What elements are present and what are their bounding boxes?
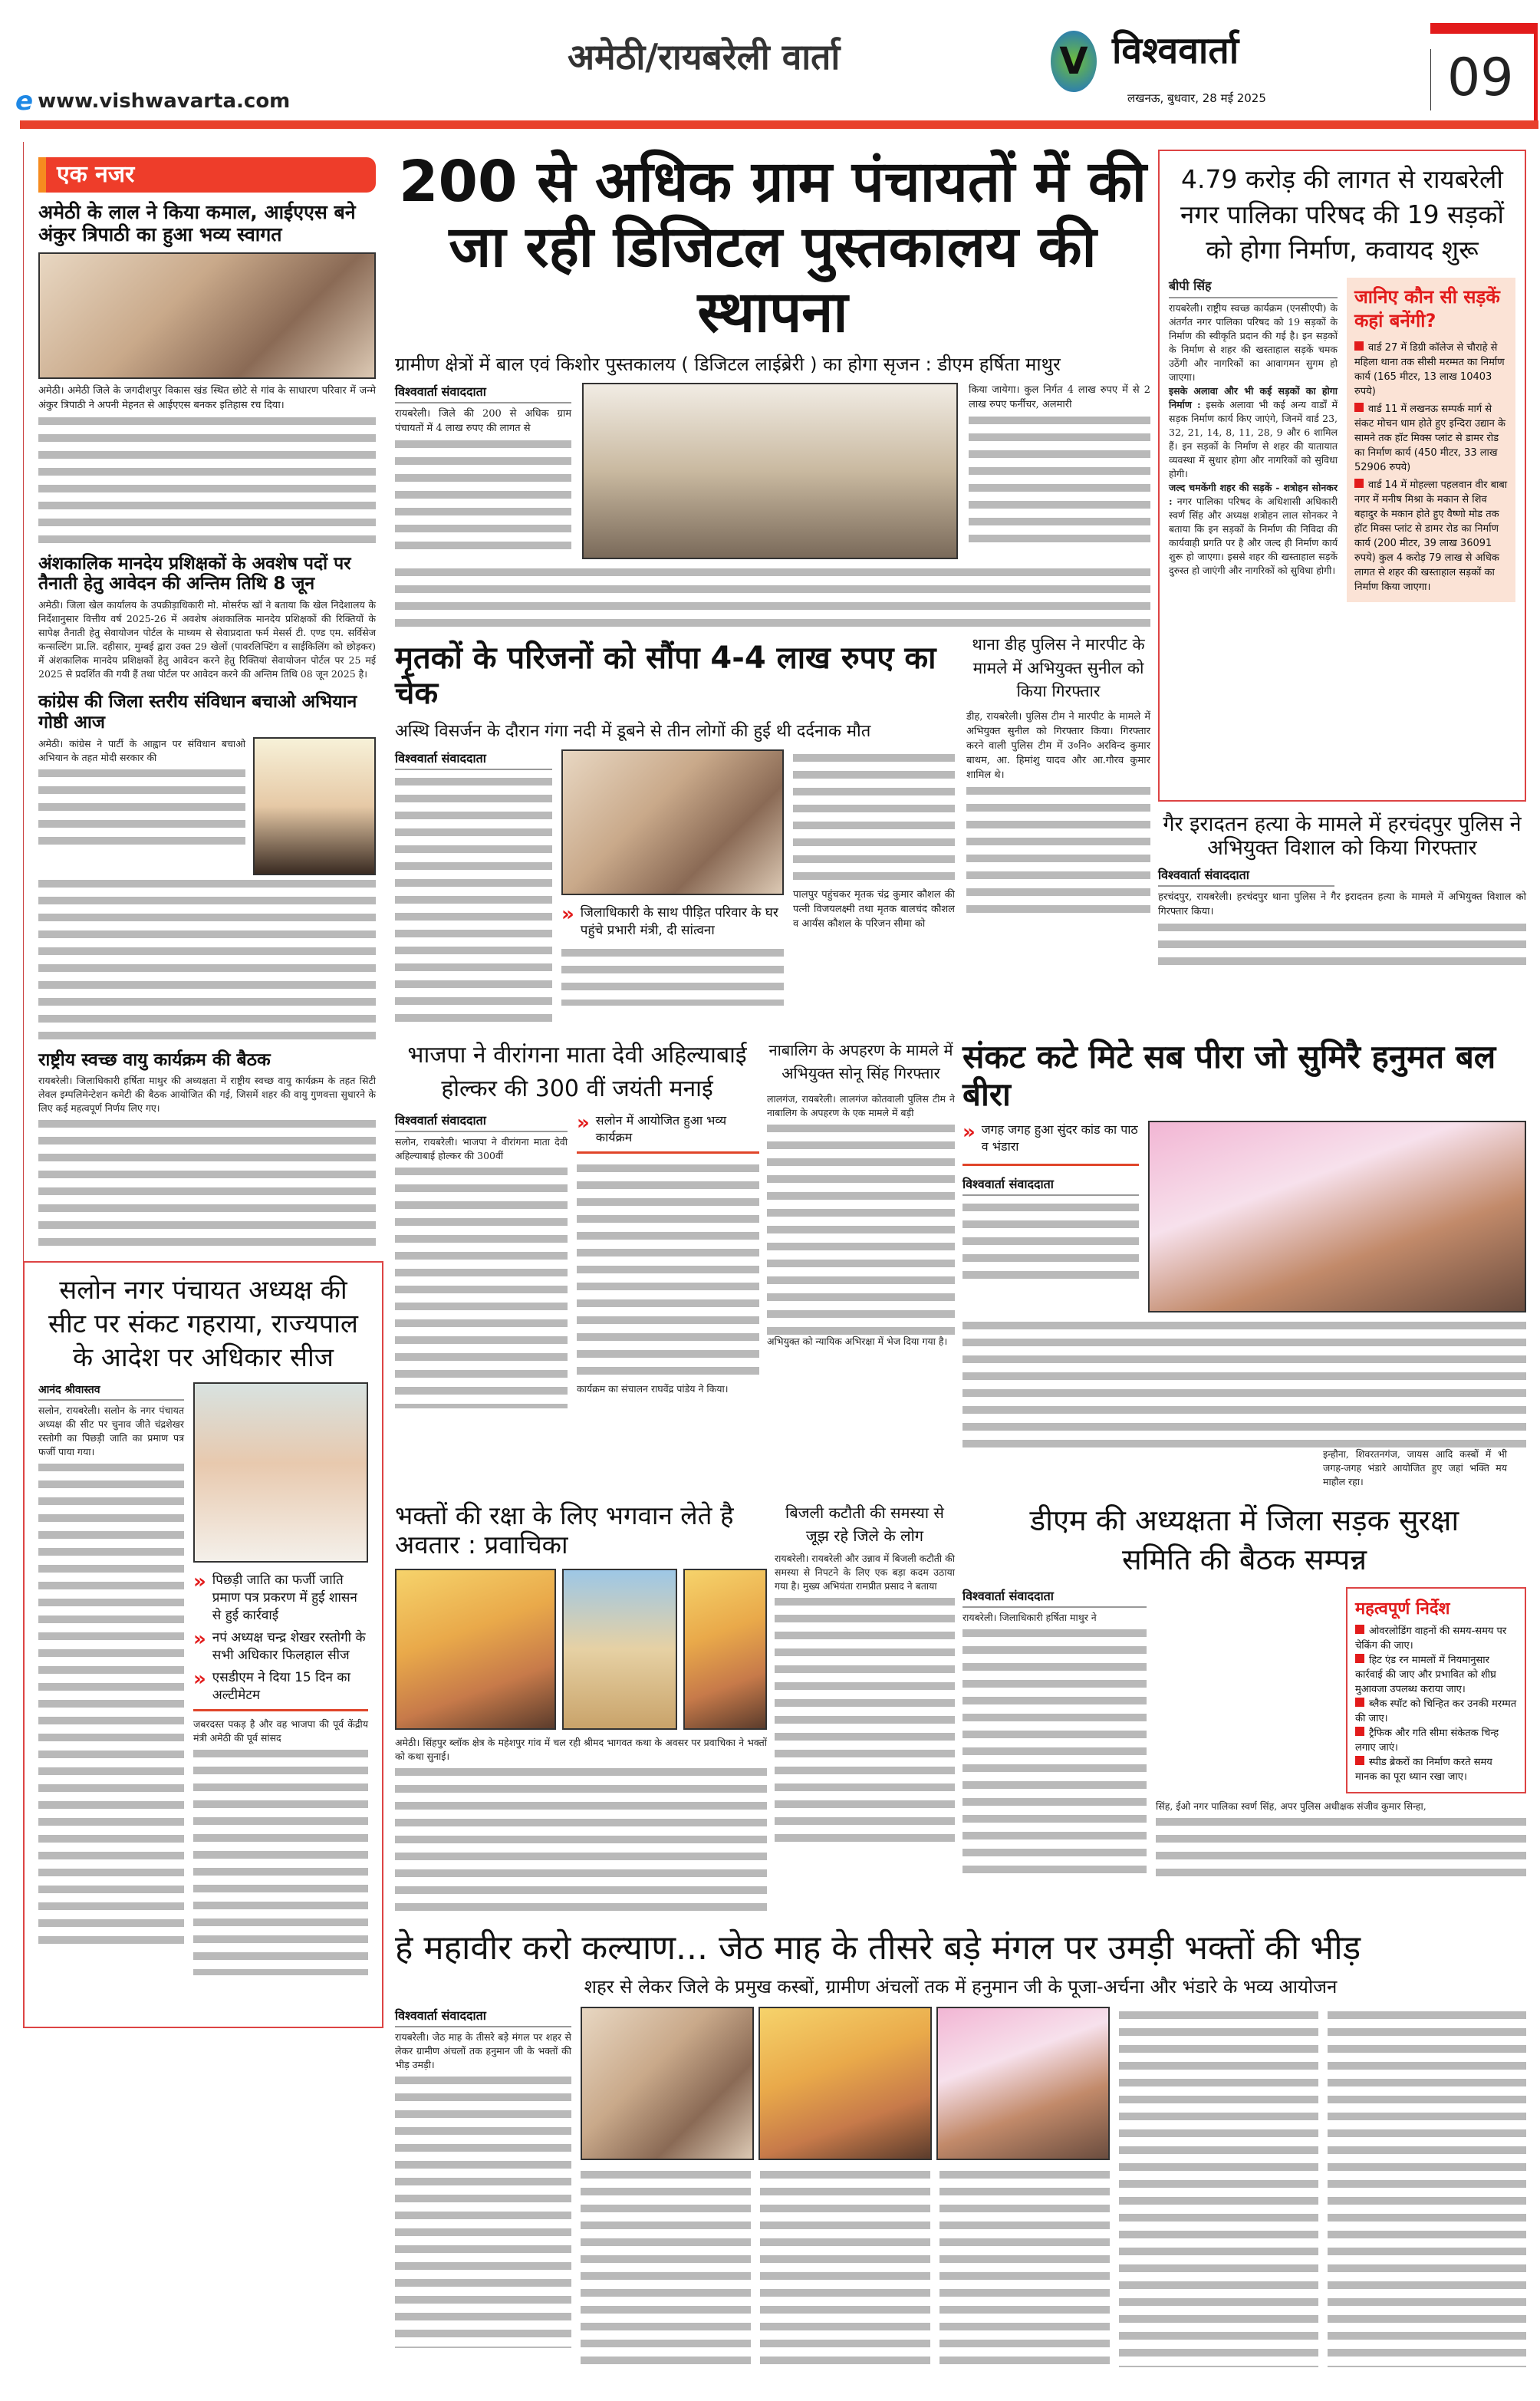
story-body-continued [775,1593,955,1846]
newspaper-logo: विश्ववार्ता [1112,29,1239,72]
byline: विश्ववार्ता संवाददाता [395,383,571,403]
story-body [962,1199,1139,1283]
hanuman-story [962,1039,1526,1489]
bullet-icon [1354,479,1364,488]
directive-item: हिट एंड रन मामलों में नियमानुसार कार्रवाई की जाए और प्रभावित को शीघ्र मुआवजा उपलब्ध कराया जाए। [1355,1655,1496,1696]
story-body-continued [1158,919,1526,973]
photo-caption: » जिलाधिकारी के साथ पीड़ित परिवार के घर पहुंचे प्रभारी मंत्री, दी सांत्वना [561,903,778,939]
browser-e-icon: e [15,86,34,117]
globe-logo-icon: V [1051,31,1097,92]
story-headline: राष्ट्रीय स्वच्छ वायु कार्यक्रम की बैठक [38,1050,271,1071]
story-body: रायबरेली। जेठ माह के तीसरे बड़े मंगल पर शहर से लेकर ग्रामीण अंचलों तक हनुमान जी के भक्तों की भीड़ उमड़ी। [395,2031,571,2071]
story-body-end: इन्हौना, शिवरतनगंज, जायस आदि कस्बों में भी जगह-जगह भंडारे आयोजित हुए जहां भक्ति मय माहौल रहा। [1323,1448,1507,1487]
highlight-item: » पिछड़ी जाति का फर्जी जाति प्रमाण पत्र प्रकरण में हुई शासन से हुई कार्रवाई [193,1570,357,1624]
story-body-continued [395,564,1150,631]
story-body: अमेठी। सिंहपुर ब्लॉक क्षेत्र के महेशपुर गांव में चल रही श्रीमद भागवत कथा के अवसर पर प्रवाचिका ने भक्तों को कथा सुनाई। [395,1736,767,1762]
directive-item: ओवरलोडिंग वाहनों की समय-समय पर चेकिंग की जाए। [1355,1625,1507,1652]
story-body-continued [38,875,376,1044]
road-safety-story [962,1501,1526,1883]
story-body: रायबरेली। जिलाधिकारी हर्षिता माथुर ने [962,1612,1097,1624]
library-meeting-photo [582,383,958,559]
highlight-item: » एसडीएम ने दिया 15 दिन का अल्टीमेटम [193,1668,350,1704]
story-headline: नाबालिग के अपहरण के मामले में अभियुक्त सोनू सिंह गिरफ्तार [768,1041,953,1083]
ek-nazar-column [23,157,376,1246]
masthead [0,0,1540,130]
story-body: किया जायेगा। कुल निर्गत 4 लाख रुपए में से 2 लाख रुपए फर्नीचर, अलमारी [969,384,1150,411]
roads-story-box: 4.79 करोड़ की लागत से रायबरेली नगर पालिका परिषद की 19 सड़कों को होगा निर्माण, कवायद शुरू बीपी सिंह रायबरेली। राष्ट्रीय स्वच्छ कार्यक्रम (एनसीएपी) के अंतर्गत नगर पालिका परिषद को 19 सड़कों के निर्माण की स्वीकृति प्रदान की गई है। इन सड़कों के निर्माण से शहर की खस्ताहाल सड़कें चमक उठेंगी और नागरिकों का आवागमन सुगम हो जाएगा। इसके अलावा और भी कई सड़कों का होगा निर्माण : इसके अलावा भी कई अन्य वार्डों में सड़क निर्माण कार्य किए जाएंगे, जिनमें वार्ड 23, 32, 21, 14, 8, 11, 28, 9 और 6 शामिल हैं। इन सड़कों के निर्माण से शहर की यातायात व्यवस्था में सुधार होगा और नागरिकों को सुविधा होगी। जल्द चमकेंगी शहर की सड़कें - शत्रोहन सोनकर : नगर पालिका परिषद के अधिशासी अधिकारी स्वर्ण सिंह और अध्यक्ष शत्रोहन लाल सोनकर ने बताया कि इन सड़कों के निर्माण की निविदा की कार्यवाही प्रगति पर है और जल्द ही निर्माण कार्य शुरू हो जाएगा। इससे शहर की खस्ताहाल सड़कें दुरुस्त हो जाएंगी और नागरिकों को सुविधा होगी। जानिए कौन सी सड़कें कहां बनेंगी? वार्ड 27 में डिग्री कॉलेज से चौराहे से महिला थाना तक सीसी मरम्मत का निर्माण कार्य (165 मीटर, 13 लाख 10403 रुपये) वार्ड 11 में लखनऊ सम्पर्क मार्ग से संकट मोचन धाम होते हुए इन्दिरा उद्यान के सामने तक हॉट मिक्स प्लांट से डामर रोड का निर्माण कार्य (450 मीटर, 33 लाख 52906 रुपये) वार्ड 14 में मोहल्ला पहलवान वीर बाबा नगर में मनीष मिश्रा के मकान से शिव बहादुर के मकान होते हुए वैष्णो मोड तक हॉट मिक्स प्लांट से डामर रोड का निर्माण कार्य (200 मीटर, 39 लाख 36091 रुपये) कुल 4 करोड़ 79 लाख से अधिक लागत से शहर की खस्ताहाल सड़कों का निर्माण किया जाएगा। [1158,150,1526,802]
chevron-icon: » [577,1112,590,1135]
story-body-continued [561,944,784,1006]
story-body-continued [962,1625,1147,1878]
lead-story [395,150,1150,631]
sidebar-title: जानिए कौन सी सड़कें कहां बनेंगी? [1354,285,1500,331]
page-number: 09 [1447,48,1514,108]
story-body-continued [577,1160,759,1382]
story-body-continued [395,2072,571,2348]
mahavir-story [395,1929,1526,2368]
story-headline: भाजपा ने वीरांगना माता देवी अहिल्याबाई होल्कर की 300 वीं जयंती मनाई [407,1042,747,1102]
story-body: सलोन, रायबरेली। भाजपा ने वीरांगना माता देवी अहिल्याबाई होल्कर की 300वीं [395,1136,568,1162]
ek-nazar-banner: एक नजर [38,157,376,193]
chairman-photo [193,1382,368,1563]
sidebar-title: महत्वपूर्ण निर्देश [1355,1599,1450,1619]
story-headline: संकट कटे मिटे सब पीरा जो सुमिरै हनुमत बल बीरा [962,1038,1496,1113]
story-body-end: सिंह, ईओ नगर पालिका स्वर्ण सिंह, अपर पुलिस अधीक्षक संजीव कुमार सिन्हा, [1156,1800,1426,1813]
pravachika-story [395,1501,767,1917]
roads-sidebar [1347,278,1515,602]
bjp-story [395,1039,759,1408]
story-body: हरचंदपुर, रायबरेली। हरचंदपुर थाना पुलिस ने गैर इरादतन हत्या के मामले में अभियुक्त विशाल को गिरफ्तार किया। [1158,891,1526,918]
story-body: पालपुर पहुंचकर मृतक चंद्र कुमार कौशल की पत्नी विजयलक्ष्मी तथा मृतक बालचंद कौशल व आर्यंस कौशल के परिजन सीमा को [793,889,955,930]
bhandara-photo-3 [936,2007,1110,2160]
story-body: जबरदस्त पकड़ है और वह भाजपा की पूर्व केंद्रीय मंत्री अमेठी की पूर्व सांसद [193,1718,368,1744]
subhead: जल्द चमकेंगी शहर की सड़कें - शत्रोहन सोनकर : [1169,481,1338,507]
story-headline: गैर इरादतन हत्या के मामले में हरचंदपुर पुलिस ने अभियुक्त विशाल को किया गिरफ्तार [1163,812,1522,861]
directives-box [1346,1587,1526,1793]
bullet-icon [1355,1727,1364,1736]
story-body [395,773,552,1026]
katha-photo-1 [395,1569,556,1730]
story-body: अमेठी। कांग्रेस ने पार्टी के आह्वान पर संविधान बचाओ अभियान के तहत मोदी सरकार की [38,738,245,764]
highlight-item: » जगह जगह हुआ सुंदर कांड का पाठ व भंडारा [962,1120,1138,1154]
page-number-box [1430,23,1538,127]
story-body: रायबरेली। राष्ट्रीय स्वच्छ कार्यक्रम (एनसीएपी) के अंतर्गत नगर पालिका परिषद को 19 सड़कों के निर्माण की स्वीकृति प्रदान की गई है। इन सड़कों के निर्माण से शहर की खस्ताहाल सड़कें चमक उठेंगी और नागरिकों का आवागमन सुगम हो जाएगा। [1169,301,1338,383]
story-body-continued [767,1120,955,1335]
highlight-item: » सलोन में आयोजित हुआ भव्य कार्यक्रम [577,1112,727,1145]
dih-story [966,633,1150,920]
byline: विश्ववार्ता संवाददाता [962,1175,1139,1196]
byline: विश्ववार्ता संवाददाता [395,749,552,770]
story-body [1119,2007,1318,2367]
minor-kidnap-story [767,1039,955,1349]
chevron-icon: » [193,1628,206,1652]
story-body [793,749,955,888]
story-body-continued [38,413,376,543]
katha-photo-3 [683,1569,767,1730]
lead-subheadline: ग्रामीण क्षेत्रों में बाल एवं किशोर पुस्तकालय ( डिजिटल लाईब्रेरी ) का होगा सृजन : डीएम हर्षिता माथुर [395,354,1061,376]
road-item: वार्ड 11 में लखनऊ सम्पर्क मार्ग से संकट मोचन धाम होते हुए इन्दिरा उद्यान के सामने तक हॉट मिक्स प्लांट से डामर रोड का निर्माण कार्य (450 मीटर, 33 लाख 52906 रुपये) [1354,403,1506,473]
bullet-icon [1355,1654,1364,1663]
chevron-icon: » [193,1570,206,1594]
bullet-icon [1355,1756,1364,1765]
bullet-icon [1354,341,1364,351]
divider [577,1151,759,1154]
bhandara-photo-1 [581,2007,754,2160]
directive-item: स्पीड ब्रेकरों का निर्माण करते समय मानक का पूरा ध्यान रखा जाए। [1355,1757,1492,1783]
story-headline: भक्तों की रक्षा के लिए भगवान लेते है अवतार : प्रवाचिका [395,1500,734,1559]
bullet-icon [1355,1625,1364,1634]
byline: विश्ववार्ता संवाददाता [962,1587,1147,1608]
story-body-continued [969,412,1150,542]
directive-item: ट्रैफिक और गति सीमा संकेतक चिन्ह लगाए जाएं। [1355,1727,1499,1754]
left-column [23,157,383,2028]
divider [962,1164,1139,1166]
road-item: वार्ड 14 में मोहल्ला पहलवान वीर बाबा नगर में मनीष मिश्रा के मकान से शिव बहादुर के मकान होते हुए वैष्णो मोड तक हॉट मिक्स प्लांट से डामर रोड का निर्माण कार्य (200 मीटर, 39 लाख 36091 रुपये) कुल 4 करोड़ 79 लाख से अधिक लागत से शहर की खस्ताहाल सड़कों का निर्माण किया जाएगा। [1354,479,1508,593]
divider [193,1709,368,1711]
story-body: अमेठी। अमेठी जिले के जगदीशपुर विकास खंड स्थित छोटे से गांव के साधारण परिवार में जन्मे अंकुर त्रिपाठी ने अपनी मेहनत से आईएएस बनकर इतिहास रच दिया। [38,384,376,411]
story-headline: बिजली कटौती की समस्या से जूझ रहे जिले के लोग [785,1503,944,1545]
congress-leader-photo [253,737,376,875]
bullet-icon [1354,403,1364,412]
chevron-icon: » [561,903,574,927]
story-body [939,2166,1110,2366]
story-body-continued [1156,1813,1526,1882]
story-body [760,2166,930,2366]
header-red-rule [20,120,1538,129]
main-area [395,150,1526,2367]
byline: विश्ववार्ता संवाददाता [395,1112,568,1132]
story-headline: डीएम की अध्यक्षता में जिला सड़क सुरक्षा समिति की बैठक सम्पन्न [1029,1503,1459,1577]
story-headline: हे महावीर करो कल्याण... जेठ माह के तीसरे बड़े मंगल पर उमड़ी भक्तों की भीड़ [395,1928,1361,1968]
salon-story-box [23,1261,383,2028]
cheque-story [395,641,955,1026]
website-link[interactable]: e www.vishwavarta.com [15,86,291,117]
bijli-story [775,1501,955,1846]
story-body: रायबरेली। जिलाधिकारी हर्षिता माथुर की अध्यक्षता में राष्ट्रीय स्वच्छ वायु कार्यक्रम के तहत सिटी लेवल इम्पलिमेन्टेशन कमेटी की बैठक आयोजित की गई, जिसमें शहर की वायु गुणवत्ता सुधारने के लिए कई महत्वपूर्ण निर्णय लिए गए। [38,1074,376,1114]
story-body-continued [966,782,1150,921]
story-headline: थाना डीह पुलिस ने मारपीट के मामले में अभियुक्त सुनील को किया गिरफ्तार [972,635,1145,701]
story-body [1328,2007,1527,2367]
story-body-continued [962,1317,1526,1448]
story-headline: अंशकालिक मानदेय प्रशिक्षकों के अवशेष पदों पर तैनाती हेतु आवेदन की अन्तिम तिथि 8 जून [38,553,351,594]
byline: विश्ववार्ता संवाददाता [1158,866,1334,887]
story-body-continued [38,765,245,849]
lead-headline: 200 से अधिक ग्राम पंचायतों में की जा रही डिजिटल पुस्तकालय की स्थापना [399,149,1147,346]
story-body: रायबरेली। रायबरेली और उन्नाव में बिजली कटौती की समस्या से निपटने के लिए एक बड़ा कदम उठाया गया है। मुख्य अभियंता रामप्रीत प्रसाद ने बताया [775,1552,955,1592]
story-body: सलोन, रायबरेली। सलोन के नगर पंचायत अध्यक्ष की सीट पर चुनाव जीते चंद्रशेखर रस्तोगी का पिछड़ी जाति का प्रमाण पत्र फर्जी पाया गया। [38,1405,184,1458]
story-headline: कांग्रेस की जिला स्तरीय संविधान बचाओ अभियान गोष्ठी आज [38,692,357,733]
story-body-continued [395,436,571,558]
story-body-end: अभियुक्त को न्यायिक अभिरक्षा में भेज दिया गया है। [767,1336,948,1348]
byline: आनंद श्रीवास्तव [38,1382,184,1401]
story-body-end: कार्यक्रम का संचालन राघवेंद्र पांडेय ने किया। [577,1383,729,1395]
section-title: अमेठी/रायबरेली वार्ता [568,36,841,77]
story-subheadline: अस्थि विसर्जन के दौरान गंगा नदी में डूबने से तीन लोगों की हुई थी दर्दनाक मौत [395,722,871,742]
story-body-continued [395,1163,568,1408]
story-body-continued [38,1115,376,1246]
hanuman-bhandara-photo [1148,1121,1526,1312]
story-body: रायबरेली। जिले की 200 से अधिक ग्राम पंचायतों में 4 लाख रुपए की लागत से [395,408,571,435]
story-body [581,2166,751,2366]
story-subheadline: शहर से लेकर जिले के प्रमुख कस्बों, ग्रामीण अंचलों तक में हनुमान जी के पूजा-अर्चना और भंडारे के भव्य आयोजन [584,1976,1338,1998]
road-item: वार्ड 27 में डिग्री कॉलेज से चौराहे से महिला थाना तक सीसी मरम्मत का निर्माण कार्य (165 मीटर, 13 लाख 10403 रुपये) [1354,341,1505,397]
story-headline: 4.79 करोड़ की लागत से रायबरेली नगर पालिका परिषद की 19 सड़कों को होगा निर्माण, कवायद शुरू [1180,164,1505,265]
story-headline: मृतकों के परिजनों को सौंपा 4-4 लाख रुपए का चेक [395,641,936,712]
ias-welcome-photo [38,252,376,379]
bhandara-photo-2 [758,2007,932,2160]
minister-visit-photo [561,749,784,895]
byline: विश्ववार्ता संवाददाता [395,2007,571,2027]
harchandpur-story [1158,812,1526,973]
story-body-continued [38,1459,184,1950]
story-headline: अमेठी के लाल ने किया कमाल, आईएएस बने अंकुर त्रिपाठी का हुआ भव्य स्वागत [38,201,356,245]
dateline: लखनऊ, बुधवार, 28 मई 2025 [1127,91,1266,105]
chevron-icon: » [193,1668,206,1691]
story-body: अमेठी। जिला खेल कार्यालय के उपक्रीड़ाधिकारी मो. मोसर्रफ खॉ ने बताया कि खेल निदेशालय के निर्देशानुसार वित्तीय वर्ष 2025-26 में अवशेष अंशकालिक मानदेय प्रशिक्षकों की रिक्तियों के सापेक्ष तैनाती हेतु सेवायोजन पोर्टल के माध्यम से सेवाप्रदाता फर्म मेसर्स टी. एण्ड एम. सर्विसेज कन्सल्टिंग प्रा.लि. दहीसार, मुम्बई द्वारा उक्त 29 खेलों (पावरलिफ्टिंग व साईकिलिंग को छोड़कर) में अंशकालिक मानदेय प्रशिक्षकों हेतु आवेदन करने हेतु रिक्तियां सेवायोजन पोर्टल पर 25 मई 2025 से प्रदर्शित की गयी हैं तथा पोर्टल पर आवेदन करने की अन्तिम तिथि 08 जून 2025 है। [38,599,376,680]
katha-photo-2 [562,1569,677,1730]
highlight-item: » नपं अध्यक्ष चन्द्र शेखर रस्तोगी के सभी अधिकार फिलहाल सीज [193,1628,366,1664]
subhead: इसके अलावा और भी कई सड़कों का होगा निर्माण : [1169,384,1338,410]
chevron-icon: » [962,1120,976,1144]
story-body-continued [193,1745,368,1975]
story-body: लालगंज, रायबरेली। लालगंज कोतवाली पुलिस टीम ने नाबालिग के अपहरण के एक मामले में बड़ी [767,1093,955,1119]
story-body-continued [395,1764,767,1917]
directive-item: ब्लैक स्पॉट को चिन्हित कर उनकी मरम्मत की जाए। [1355,1698,1517,1725]
byline: बीपी सिंह [1169,278,1338,298]
story-headline: सलोन नगर पंचायत अध्यक्ष की सीट पर संकट गहराया, राज्यपाल के आदेश पर अधिकार सीज [48,1274,358,1374]
bullet-icon [1355,1698,1364,1707]
story-body: डीह, रायबरेली। पुलिस टीम ने मारपीट के मामले में अभियुक्त सुनील को गिरफ्तार किया। गिरफ्तार करने वाली पुलिस टीम में उ०नि० अरविन्द कुमार बाथम, आ. हिमांशु यादव और आ.गौरव कुमार शामिल थे। [966,710,1150,781]
